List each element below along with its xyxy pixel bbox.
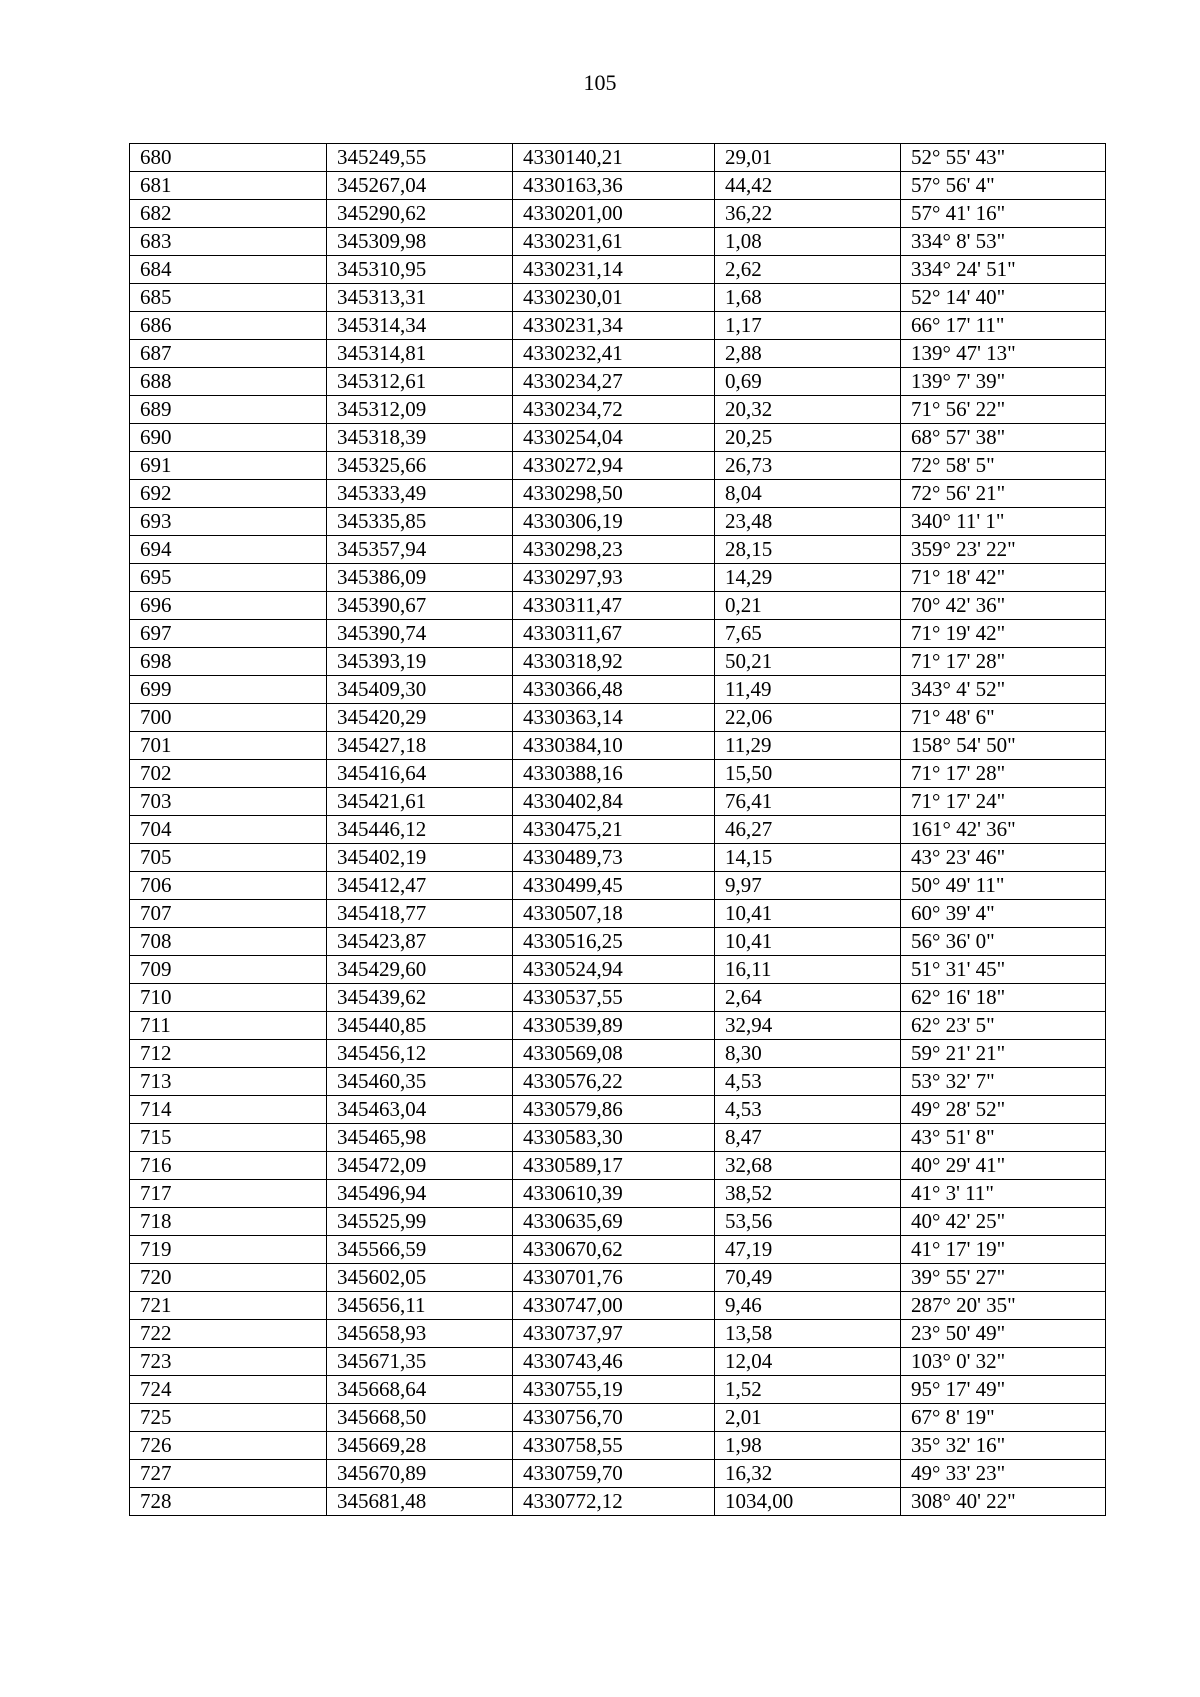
point-number-cell: 698 <box>130 648 327 676</box>
distance-cell: 70,49 <box>715 1264 901 1292</box>
point-number-cell: 699 <box>130 676 327 704</box>
x-coordinate-cell: 345318,39 <box>327 424 513 452</box>
distance-cell: 47,19 <box>715 1236 901 1264</box>
y-coordinate-cell: 4330569,08 <box>513 1040 715 1068</box>
table-row <box>130 1040 1106 1068</box>
direction-angle-cell: 62° 16' 18" <box>901 984 1106 1012</box>
point-number-cell: 718 <box>130 1208 327 1236</box>
direction-angle-cell: 103° 0' 32" <box>901 1348 1106 1376</box>
direction-angle-cell: 139° 7' 39" <box>901 368 1106 396</box>
point-number-cell: 686 <box>130 312 327 340</box>
direction-angle-cell: 41° 17' 19" <box>901 1236 1106 1264</box>
y-coordinate-cell: 4330231,61 <box>513 228 715 256</box>
point-number-cell: 706 <box>130 872 327 900</box>
table-row <box>130 1180 1106 1208</box>
y-coordinate-cell: 4330272,94 <box>513 452 715 480</box>
x-coordinate-cell: 345429,60 <box>327 956 513 984</box>
table-row <box>130 480 1106 508</box>
x-coordinate-cell: 345460,35 <box>327 1068 513 1096</box>
direction-angle-cell: 68° 57' 38" <box>901 424 1106 452</box>
y-coordinate-cell: 4330298,50 <box>513 480 715 508</box>
direction-angle-cell: 52° 14' 40" <box>901 284 1106 312</box>
point-number-cell: 684 <box>130 256 327 284</box>
y-coordinate-cell: 4330230,01 <box>513 284 715 312</box>
y-coordinate-cell: 4330516,25 <box>513 928 715 956</box>
direction-angle-cell: 72° 58' 5" <box>901 452 1106 480</box>
x-coordinate-cell: 345669,28 <box>327 1432 513 1460</box>
distance-cell: 1,52 <box>715 1376 901 1404</box>
point-number-cell: 712 <box>130 1040 327 1068</box>
point-number-cell: 691 <box>130 452 327 480</box>
distance-cell: 1,17 <box>715 312 901 340</box>
y-coordinate-cell: 4330737,97 <box>513 1320 715 1348</box>
direction-angle-cell: 49° 28' 52" <box>901 1096 1106 1124</box>
point-number-cell: 696 <box>130 592 327 620</box>
y-coordinate-cell: 4330743,46 <box>513 1348 715 1376</box>
x-coordinate-cell: 345670,89 <box>327 1460 513 1488</box>
x-coordinate-cell: 345312,61 <box>327 368 513 396</box>
y-coordinate-cell: 4330589,17 <box>513 1152 715 1180</box>
table-row <box>130 1152 1106 1180</box>
y-coordinate-cell: 4330311,67 <box>513 620 715 648</box>
y-coordinate-cell: 4330489,73 <box>513 844 715 872</box>
direction-angle-cell: 51° 31' 45" <box>901 956 1106 984</box>
point-number-cell: 702 <box>130 760 327 788</box>
point-number-cell: 708 <box>130 928 327 956</box>
y-coordinate-cell: 4330635,69 <box>513 1208 715 1236</box>
x-coordinate-cell: 345290,62 <box>327 200 513 228</box>
point-number-cell: 680 <box>130 144 327 172</box>
distance-cell: 16,32 <box>715 1460 901 1488</box>
table-row <box>130 312 1106 340</box>
y-coordinate-cell: 4330231,14 <box>513 256 715 284</box>
x-coordinate-cell: 345668,64 <box>327 1376 513 1404</box>
direction-angle-cell: 50° 49' 11" <box>901 872 1106 900</box>
distance-cell: 0,21 <box>715 592 901 620</box>
direction-angle-cell: 67° 8' 19" <box>901 1404 1106 1432</box>
table-row <box>130 816 1106 844</box>
direction-angle-cell: 161° 42' 36" <box>901 816 1106 844</box>
table-row <box>130 620 1106 648</box>
point-number-cell: 724 <box>130 1376 327 1404</box>
y-coordinate-cell: 4330306,19 <box>513 508 715 536</box>
y-coordinate-cell: 4330232,41 <box>513 340 715 368</box>
y-coordinate-cell: 4330388,16 <box>513 760 715 788</box>
distance-cell: 11,49 <box>715 676 901 704</box>
table-row <box>130 340 1106 368</box>
y-coordinate-cell: 4330539,89 <box>513 1012 715 1040</box>
table-row <box>130 648 1106 676</box>
point-number-cell: 719 <box>130 1236 327 1264</box>
y-coordinate-cell: 4330140,21 <box>513 144 715 172</box>
table-row <box>130 1068 1106 1096</box>
table-row <box>130 1404 1106 1432</box>
point-number-cell: 720 <box>130 1264 327 1292</box>
y-coordinate-cell: 4330576,22 <box>513 1068 715 1096</box>
direction-angle-cell: 40° 42' 25" <box>901 1208 1106 1236</box>
distance-cell: 10,41 <box>715 900 901 928</box>
direction-angle-cell: 62° 23' 5" <box>901 1012 1106 1040</box>
point-number-cell: 710 <box>130 984 327 1012</box>
x-coordinate-cell: 345314,34 <box>327 312 513 340</box>
x-coordinate-cell: 345393,19 <box>327 648 513 676</box>
direction-angle-cell: 308° 40' 22" <box>901 1488 1106 1516</box>
x-coordinate-cell: 345418,77 <box>327 900 513 928</box>
x-coordinate-cell: 345335,85 <box>327 508 513 536</box>
point-number-cell: 711 <box>130 1012 327 1040</box>
point-number-cell: 695 <box>130 564 327 592</box>
table-row <box>130 1264 1106 1292</box>
x-coordinate-cell: 345409,30 <box>327 676 513 704</box>
x-coordinate-cell: 345456,12 <box>327 1040 513 1068</box>
x-coordinate-cell: 345310,95 <box>327 256 513 284</box>
direction-angle-cell: 40° 29' 41" <box>901 1152 1106 1180</box>
point-number-cell: 703 <box>130 788 327 816</box>
y-coordinate-cell: 4330254,04 <box>513 424 715 452</box>
point-number-cell: 681 <box>130 172 327 200</box>
x-coordinate-cell: 345309,98 <box>327 228 513 256</box>
x-coordinate-cell: 345412,47 <box>327 872 513 900</box>
x-coordinate-cell: 345333,49 <box>327 480 513 508</box>
x-coordinate-cell: 345249,55 <box>327 144 513 172</box>
x-coordinate-cell: 345602,05 <box>327 1264 513 1292</box>
direction-angle-cell: 334° 8' 53" <box>901 228 1106 256</box>
distance-cell: 10,41 <box>715 928 901 956</box>
table-row <box>130 704 1106 732</box>
x-coordinate-cell: 345390,67 <box>327 592 513 620</box>
distance-cell: 20,25 <box>715 424 901 452</box>
point-number-cell: 690 <box>130 424 327 452</box>
x-coordinate-cell: 345420,29 <box>327 704 513 732</box>
direction-angle-cell: 95° 17' 49" <box>901 1376 1106 1404</box>
x-coordinate-cell: 345465,98 <box>327 1124 513 1152</box>
direction-angle-cell: 43° 51' 8" <box>901 1124 1106 1152</box>
table-row <box>130 200 1106 228</box>
point-number-cell: 707 <box>130 900 327 928</box>
x-coordinate-cell: 345427,18 <box>327 732 513 760</box>
table-row <box>130 284 1106 312</box>
y-coordinate-cell: 4330758,55 <box>513 1432 715 1460</box>
table-row <box>130 1012 1106 1040</box>
x-coordinate-cell: 345390,74 <box>327 620 513 648</box>
point-number-cell: 700 <box>130 704 327 732</box>
table-row <box>130 1460 1106 1488</box>
direction-angle-cell: 71° 17' 28" <box>901 648 1106 676</box>
table-row <box>130 928 1106 956</box>
table-row <box>130 1348 1106 1376</box>
point-number-cell: 726 <box>130 1432 327 1460</box>
table-row <box>130 1236 1106 1264</box>
table-row <box>130 228 1106 256</box>
distance-cell: 36,22 <box>715 200 901 228</box>
distance-cell: 7,65 <box>715 620 901 648</box>
distance-cell: 2,62 <box>715 256 901 284</box>
y-coordinate-cell: 4330298,23 <box>513 536 715 564</box>
y-coordinate-cell: 4330234,27 <box>513 368 715 396</box>
point-number-cell: 689 <box>130 396 327 424</box>
distance-cell: 26,73 <box>715 452 901 480</box>
direction-angle-cell: 71° 17' 28" <box>901 760 1106 788</box>
point-number-cell: 728 <box>130 1488 327 1516</box>
direction-angle-cell: 57° 41' 16" <box>901 200 1106 228</box>
distance-cell: 9,46 <box>715 1292 901 1320</box>
direction-angle-cell: 72° 56' 21" <box>901 480 1106 508</box>
coordinates-table <box>129 143 1106 1516</box>
distance-cell: 8,04 <box>715 480 901 508</box>
distance-cell: 1,68 <box>715 284 901 312</box>
table-row <box>130 1432 1106 1460</box>
table-row <box>130 564 1106 592</box>
direction-angle-cell: 287° 20' 35" <box>901 1292 1106 1320</box>
x-coordinate-cell: 345671,35 <box>327 1348 513 1376</box>
table-row <box>130 788 1106 816</box>
table-row <box>130 536 1106 564</box>
table-row <box>130 984 1106 1012</box>
y-coordinate-cell: 4330701,76 <box>513 1264 715 1292</box>
direction-angle-cell: 66° 17' 11" <box>901 312 1106 340</box>
distance-cell: 32,94 <box>715 1012 901 1040</box>
y-coordinate-cell: 4330363,14 <box>513 704 715 732</box>
direction-angle-cell: 60° 39' 4" <box>901 900 1106 928</box>
x-coordinate-cell: 345463,04 <box>327 1096 513 1124</box>
distance-cell: 2,01 <box>715 1404 901 1432</box>
direction-angle-cell: 43° 23' 46" <box>901 844 1106 872</box>
distance-cell: 50,21 <box>715 648 901 676</box>
table-row <box>130 872 1106 900</box>
direction-angle-cell: 57° 56' 4" <box>901 172 1106 200</box>
direction-angle-cell: 71° 18' 42" <box>901 564 1106 592</box>
distance-cell: 14,15 <box>715 844 901 872</box>
distance-cell: 38,52 <box>715 1180 901 1208</box>
table-row <box>130 760 1106 788</box>
distance-cell: 8,30 <box>715 1040 901 1068</box>
distance-cell: 29,01 <box>715 144 901 172</box>
point-number-cell: 727 <box>130 1460 327 1488</box>
distance-cell: 53,56 <box>715 1208 901 1236</box>
direction-angle-cell: 343° 4' 52" <box>901 676 1106 704</box>
table-row <box>130 1376 1106 1404</box>
y-coordinate-cell: 4330475,21 <box>513 816 715 844</box>
x-coordinate-cell: 345314,81 <box>327 340 513 368</box>
point-number-cell: 692 <box>130 480 327 508</box>
direction-angle-cell: 71° 56' 22" <box>901 396 1106 424</box>
point-number-cell: 705 <box>130 844 327 872</box>
y-coordinate-cell: 4330756,70 <box>513 1404 715 1432</box>
table-row <box>130 676 1106 704</box>
direction-angle-cell: 53° 32' 7" <box>901 1068 1106 1096</box>
point-number-cell: 722 <box>130 1320 327 1348</box>
y-coordinate-cell: 4330163,36 <box>513 172 715 200</box>
x-coordinate-cell: 345357,94 <box>327 536 513 564</box>
x-coordinate-cell: 345312,09 <box>327 396 513 424</box>
direction-angle-cell: 39° 55' 27" <box>901 1264 1106 1292</box>
y-coordinate-cell: 4330507,18 <box>513 900 715 928</box>
y-coordinate-cell: 4330583,30 <box>513 1124 715 1152</box>
x-coordinate-cell: 345440,85 <box>327 1012 513 1040</box>
distance-cell: 2,88 <box>715 340 901 368</box>
direction-angle-cell: 35° 32' 16" <box>901 1432 1106 1460</box>
distance-cell: 1,08 <box>715 228 901 256</box>
distance-cell: 13,58 <box>715 1320 901 1348</box>
point-number-cell: 687 <box>130 340 327 368</box>
point-number-cell: 714 <box>130 1096 327 1124</box>
distance-cell: 46,27 <box>715 816 901 844</box>
point-number-cell: 725 <box>130 1404 327 1432</box>
distance-cell: 76,41 <box>715 788 901 816</box>
x-coordinate-cell: 345423,87 <box>327 928 513 956</box>
point-number-cell: 688 <box>130 368 327 396</box>
direction-angle-cell: 158° 54' 50" <box>901 732 1106 760</box>
y-coordinate-cell: 4330318,92 <box>513 648 715 676</box>
coordinates-table-body <box>130 144 1106 1516</box>
distance-cell: 11,29 <box>715 732 901 760</box>
direction-angle-cell: 334° 24' 51" <box>901 256 1106 284</box>
direction-angle-cell: 70° 42' 36" <box>901 592 1106 620</box>
y-coordinate-cell: 4330234,72 <box>513 396 715 424</box>
y-coordinate-cell: 4330384,10 <box>513 732 715 760</box>
point-number-cell: 701 <box>130 732 327 760</box>
direction-angle-cell: 71° 19' 42" <box>901 620 1106 648</box>
direction-angle-cell: 340° 11' 1" <box>901 508 1106 536</box>
table-row <box>130 144 1106 172</box>
x-coordinate-cell: 345525,99 <box>327 1208 513 1236</box>
point-number-cell: 693 <box>130 508 327 536</box>
y-coordinate-cell: 4330311,47 <box>513 592 715 620</box>
distance-cell: 4,53 <box>715 1068 901 1096</box>
direction-angle-cell: 59° 21' 21" <box>901 1040 1106 1068</box>
y-coordinate-cell: 4330579,86 <box>513 1096 715 1124</box>
point-number-cell: 694 <box>130 536 327 564</box>
y-coordinate-cell: 4330610,39 <box>513 1180 715 1208</box>
y-coordinate-cell: 4330499,45 <box>513 872 715 900</box>
direction-angle-cell: 71° 48' 6" <box>901 704 1106 732</box>
direction-angle-cell: 56° 36' 0" <box>901 928 1106 956</box>
point-number-cell: 682 <box>130 200 327 228</box>
table-row <box>130 256 1106 284</box>
table-row <box>130 732 1106 760</box>
distance-cell: 22,06 <box>715 704 901 732</box>
y-coordinate-cell: 4330231,34 <box>513 312 715 340</box>
x-coordinate-cell: 345325,66 <box>327 452 513 480</box>
table-row <box>130 592 1106 620</box>
table-row <box>130 368 1106 396</box>
distance-cell: 28,15 <box>715 536 901 564</box>
table-row <box>130 956 1106 984</box>
y-coordinate-cell: 4330759,70 <box>513 1460 715 1488</box>
x-coordinate-cell: 345402,19 <box>327 844 513 872</box>
direction-angle-cell: 52° 55' 43" <box>901 144 1106 172</box>
x-coordinate-cell: 345416,64 <box>327 760 513 788</box>
y-coordinate-cell: 4330755,19 <box>513 1376 715 1404</box>
table-row <box>130 900 1106 928</box>
x-coordinate-cell: 345566,59 <box>327 1236 513 1264</box>
table-row <box>130 1292 1106 1320</box>
distance-cell: 16,11 <box>715 956 901 984</box>
y-coordinate-cell: 4330297,93 <box>513 564 715 592</box>
x-coordinate-cell: 345386,09 <box>327 564 513 592</box>
x-coordinate-cell: 345439,62 <box>327 984 513 1012</box>
point-number-cell: 723 <box>130 1348 327 1376</box>
y-coordinate-cell: 4330524,94 <box>513 956 715 984</box>
x-coordinate-cell: 345313,31 <box>327 284 513 312</box>
point-number-cell: 697 <box>130 620 327 648</box>
y-coordinate-cell: 4330537,55 <box>513 984 715 1012</box>
point-number-cell: 715 <box>130 1124 327 1152</box>
distance-cell: 4,53 <box>715 1096 901 1124</box>
distance-cell: 0,69 <box>715 368 901 396</box>
direction-angle-cell: 49° 33' 23" <box>901 1460 1106 1488</box>
point-number-cell: 683 <box>130 228 327 256</box>
distance-cell: 2,64 <box>715 984 901 1012</box>
y-coordinate-cell: 4330402,84 <box>513 788 715 816</box>
x-coordinate-cell: 345267,04 <box>327 172 513 200</box>
y-coordinate-cell: 4330670,62 <box>513 1236 715 1264</box>
table-row <box>130 424 1106 452</box>
direction-angle-cell: 359° 23' 22" <box>901 536 1106 564</box>
distance-cell: 14,29 <box>715 564 901 592</box>
point-number-cell: 713 <box>130 1068 327 1096</box>
x-coordinate-cell: 345472,09 <box>327 1152 513 1180</box>
y-coordinate-cell: 4330201,00 <box>513 200 715 228</box>
point-number-cell: 685 <box>130 284 327 312</box>
x-coordinate-cell: 345446,12 <box>327 816 513 844</box>
table-row <box>130 172 1106 200</box>
point-number-cell: 709 <box>130 956 327 984</box>
distance-cell: 1034,00 <box>715 1488 901 1516</box>
table-row <box>130 508 1106 536</box>
distance-cell: 32,68 <box>715 1152 901 1180</box>
table-row <box>130 1124 1106 1152</box>
x-coordinate-cell: 345656,11 <box>327 1292 513 1320</box>
table-row <box>130 1208 1106 1236</box>
table-row <box>130 1096 1106 1124</box>
direction-angle-cell: 71° 17' 24" <box>901 788 1106 816</box>
distance-cell: 1,98 <box>715 1432 901 1460</box>
table-row <box>130 1320 1106 1348</box>
x-coordinate-cell: 345421,61 <box>327 788 513 816</box>
distance-cell: 15,50 <box>715 760 901 788</box>
x-coordinate-cell: 345668,50 <box>327 1404 513 1432</box>
y-coordinate-cell: 4330366,48 <box>513 676 715 704</box>
distance-cell: 44,42 <box>715 172 901 200</box>
direction-angle-cell: 23° 50' 49" <box>901 1320 1106 1348</box>
point-number-cell: 704 <box>130 816 327 844</box>
x-coordinate-cell: 345681,48 <box>327 1488 513 1516</box>
point-number-cell: 717 <box>130 1180 327 1208</box>
distance-cell: 23,48 <box>715 508 901 536</box>
table-row <box>130 396 1106 424</box>
direction-angle-cell: 139° 47' 13" <box>901 340 1106 368</box>
page-number: 105 <box>583 70 617 95</box>
y-coordinate-cell: 4330747,00 <box>513 1292 715 1320</box>
x-coordinate-cell: 345658,93 <box>327 1320 513 1348</box>
direction-angle-cell: 41° 3' 11" <box>901 1180 1106 1208</box>
point-number-cell: 721 <box>130 1292 327 1320</box>
y-coordinate-cell: 4330772,12 <box>513 1488 715 1516</box>
table-row <box>130 844 1106 872</box>
distance-cell: 12,04 <box>715 1348 901 1376</box>
distance-cell: 9,97 <box>715 872 901 900</box>
table-row <box>130 1488 1106 1516</box>
distance-cell: 8,47 <box>715 1124 901 1152</box>
distance-cell: 20,32 <box>715 396 901 424</box>
table-row <box>130 452 1106 480</box>
point-number-cell: 716 <box>130 1152 327 1180</box>
x-coordinate-cell: 345496,94 <box>327 1180 513 1208</box>
